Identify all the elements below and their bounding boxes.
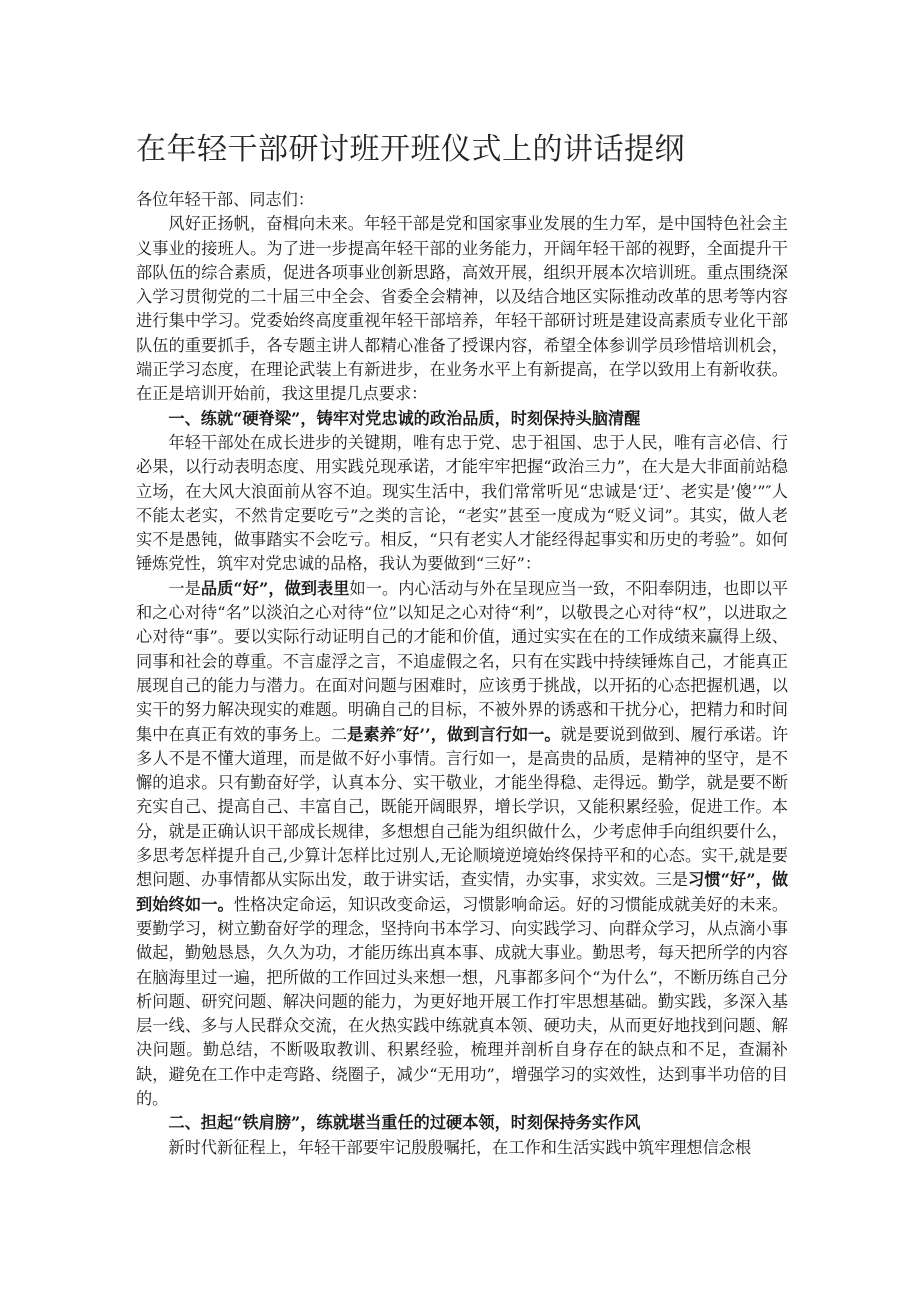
paragraph-2	[136, 577, 788, 1112]
point-2-lead: 二	[330, 724, 348, 744]
paragraph-3: 新时代新征程上，年轻干部要牢记殷殷嘱托，在工作和生活实践中筑牢理想信念根	[168, 1137, 752, 1157]
salutation: 各位年轻干部、同志们：	[136, 190, 315, 209]
point-2-text: 就是要说到做到、履行承诺。许多人不是不懂大道理，而是做不好小事情。言行如一，是高贵的品质，是精神的坚守，是不懈的追求。只有勤奋好学，认真本分、实干敬业，才能坐得稳、走得远。勤学，就是要不断充实自己、提高自己、丰富自己，既能开阔眼界，增长学识，又能积累经验，促进工作。本分，就是正确认识干部成长规律，多想想自己能为组织做什么，少考虑伸手向组织要什么，多思考怎样提升自己,少算计怎样比过别人,无论顺境逆境始终保持平和的心态。实干,就是要想问题、办事情都从实际出发，敢于讲实话，查实情，办实事，求实效。	[136, 724, 789, 890]
point-3-lead: 三是	[655, 870, 689, 890]
paragraph-1: 年轻干部处在成长进步的关键期，唯有忠于党、忠于祖国、忠于人民，唯有言必信、行必果，以行动表明态度、用实践兑现承诺，才能牢牢把握“政治三力”，在大是大非面前站稳立场，在大风大浪面前从容不迫。现实生活中，我们常常听见“忠诚是‘迂’、老实是’傻’”″人不能太老实，不然肯定要吃亏”之类的言论，“老实”甚至一度成为“贬义词”。其实，做人老实不是愚钝，做事踏实不会吃亏。相反，“只有老实人才能经得起事实和历史的考验”。如何锤炼党性，筑牢对党忠诚的品格，我认为要做到“三好”：	[136, 432, 788, 574]
point-1-lead: 一是	[168, 578, 201, 598]
point-1-text: 如一。内心活动与外在呈现应当一致，不阳奉阴违，也即以平和之心对待“名”以淡泊之心对待“位”以知足之心对待“利”，以敬畏之心对待“权”，以进取之心对待“事”。要以实际行动证明自己的才能和价值，通过实实在在的工作成绩来赢得上级、同事和社会的尊重。不言虚浮之言，不追虚假之名，只有在实践中持续锤炼自己，才能真正展现自己的能力与潜力。在面对问题与困难时，应该勇于挑战，以开拓的心态把握机遇，以实干的努力解决现实的难题。明确自己的目标，不被外界的诱惑和干扰分心，把精力和时间集中在真正有效的事务上。	[136, 578, 789, 744]
point-3-bold: 习惯“好”，做到始终如一。	[136, 870, 789, 914]
point-1-bold: 品质“好”，做到表里	[200, 578, 350, 598]
point-2-bold: 是素养″好’’，做到言行如一。	[347, 724, 561, 744]
document-body	[136, 188, 788, 1160]
section-heading-2: 二、担起“铁肩膀”，练就堪当重任的过硬本领，时刻保持务实作风	[168, 1113, 641, 1133]
point-3-text: 性格决定命运，知识改变命运，习惯影响命运。好的习惯能成就美好的未来。要勤学习，树立勤奋好学的理念，坚持向书本学习、向实践学习、向群众学习，从点滴小事做起，勤勉恳恳，久久为功，才能历练出真本事、成就大事业。勤思考，每天把所学的内容在脑海里过一遍，把所做的工作回过头来想一想，凡事都多问个“为什么”，不断历练自己分析问题、研究问题、解决问题的能力，为更好地开展工作打牢思想基础。勤实践，多深入基层一线、多与人民群众交流，在火热实践中练就真本领、硬功夫，从而更好地找到问题、解决问题。勤总结，不断吸取教训、积累经验，梳理并剖析自身存在的缺点和不足，查漏补缺，避免在工作中走弯路、绕圈子，减少“无用功”，增强学习的实效性，达到事半功倍的目的。	[136, 894, 789, 1108]
section-heading-1: 一、练就“硬脊梁”，铸牢对党忠诚的政治品质，时刻保持头脑清醒	[168, 408, 641, 428]
document-title: 在年轻干部研讨班开班仪式上的讲话提纲	[136, 132, 685, 167]
intro-paragraph: 风好正扬帆，奋楫向未来。年轻干部是党和国家事业发展的生力军，是中国特色社会主义事业的接班人。为了进一步提高年轻干部的业务能力，开阔年轻干部的视野，全面提升干部队伍的综合素质，促进各项事业创新思路，高效开展，组织开展本次培训班。重点围绕深入学习贯彻党的二十届三中全会、省委全会精神，以及结合地区实际推动改革的思考等内容进行集中学习。党委始终高度重视年轻干部培养，年轻干部研讨班是建设高素质专业化干部队伍的重要抓手，各专题主讲人都精心准备了授课内容，希望全体参训学员珍惜培训机会，端正学习态度，在理论武装上有新进步，在业务水平上有新提高，在学以致用上有新收获。在正是培训开始前，我这里提几点要求：	[136, 214, 788, 404]
